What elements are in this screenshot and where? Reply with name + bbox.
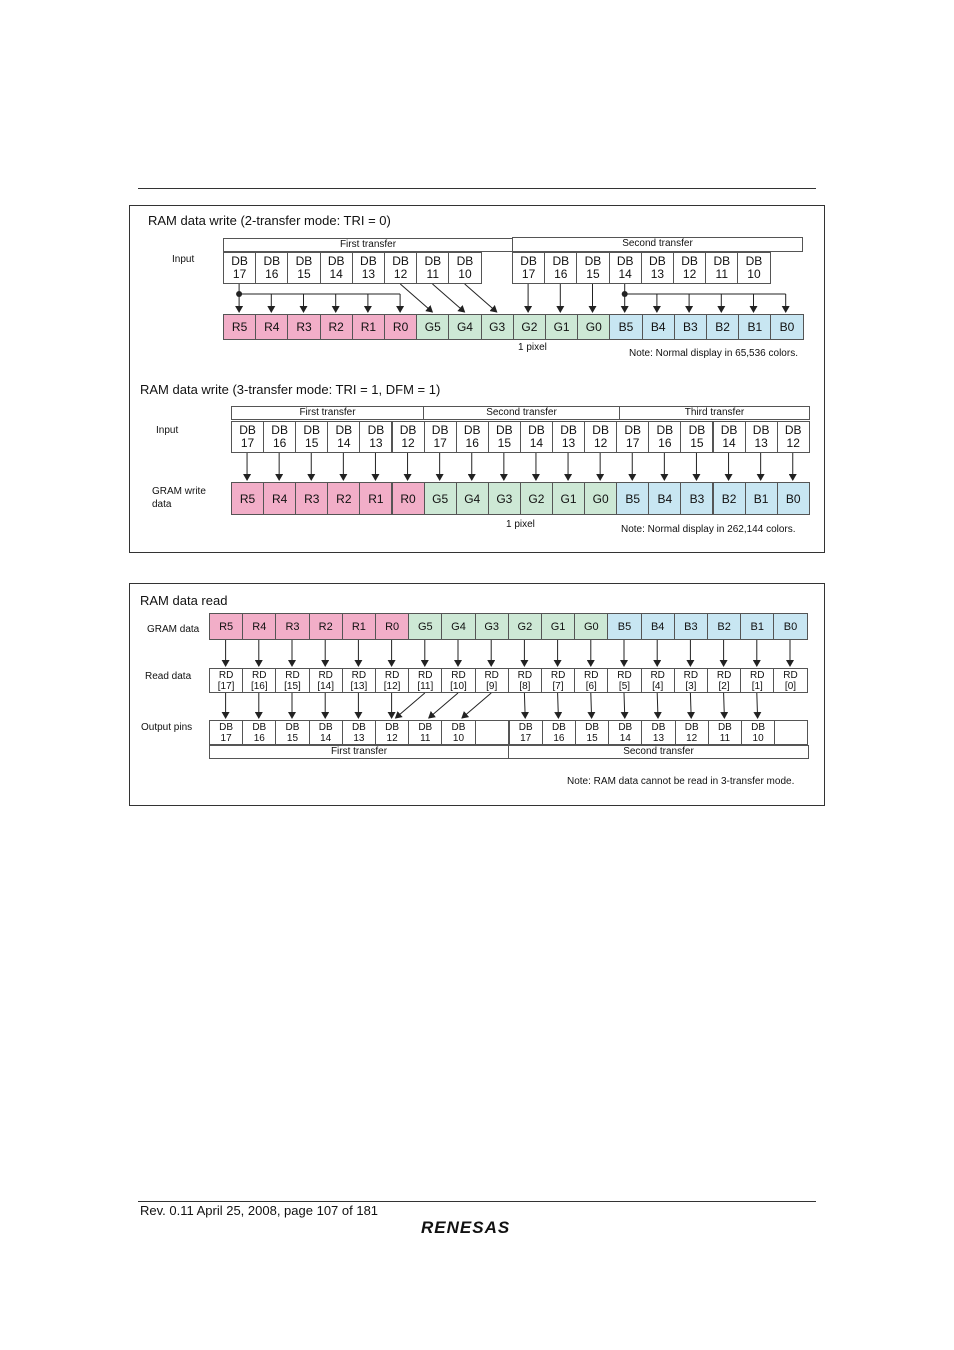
gram-bit-g5: G5 <box>416 314 449 340</box>
section2-input-cell-line1: DB <box>752 423 770 437</box>
section3-output-cell <box>608 720 642 745</box>
section2-input-cell-line1: DB <box>528 423 545 437</box>
section2-input-cell-line2: 13 <box>369 436 383 450</box>
section3-read-cell <box>275 668 309 693</box>
section1-input-cell-line1: DB <box>456 254 474 268</box>
section2-input-cell-line1: DB <box>784 423 802 437</box>
gram-bit-r2: R2 <box>320 314 353 340</box>
section2-input-cell-line1: DB <box>592 423 609 437</box>
gram-bit-r3: R3 <box>287 314 320 340</box>
section3-read-cell-line1: RD <box>484 669 499 681</box>
section2-input-cell-line1: DB <box>656 423 674 437</box>
section1-input-cell-line2: 15 <box>586 267 600 281</box>
section1-input-cell <box>737 252 770 284</box>
section3-output-cell-line1: DB <box>717 721 732 733</box>
section2-input-cell-line2: 15 <box>497 436 512 450</box>
section2-input-cell-line1: DB <box>496 423 513 437</box>
section3-output-cell-line2: 14 <box>619 732 631 744</box>
section3-output-cell-line1: DB <box>285 721 300 733</box>
section1-input-cell <box>255 252 288 284</box>
section3-output-cell <box>375 720 409 745</box>
section2-input-cell <box>745 421 778 453</box>
section3-output-cell <box>475 720 509 745</box>
section3-read-cell-line2: [2] <box>718 680 730 692</box>
gram-bit-r0: R0 <box>375 613 409 640</box>
section3-output-cell-line1: DB <box>518 721 533 733</box>
section3-read-cell <box>674 668 708 693</box>
section3-read-cell-line2: [6] <box>585 680 597 692</box>
section3-read-cell <box>475 668 509 693</box>
section2-input-cell-line1: DB <box>463 423 481 437</box>
section3-read-cell <box>209 668 243 693</box>
gram-bit-g5: G5 <box>424 482 457 515</box>
section1-input-label: Input <box>172 254 195 265</box>
section1-input-cell-line2: 10 <box>458 267 472 281</box>
section2-input-cell <box>392 421 425 453</box>
gram-bit-g2: G2 <box>513 314 546 340</box>
gram-bit-g4: G4 <box>441 613 475 640</box>
section3-read-cell <box>342 668 376 693</box>
gram-bit-b3: B3 <box>680 482 713 515</box>
section1-input-cell-line1: DB <box>681 254 698 268</box>
section2-input-cell-line2: 17 <box>626 436 640 450</box>
section2-input-cell-line2: 12 <box>401 436 415 450</box>
section3-read-cell-line1: RD <box>451 669 466 681</box>
section3-read-cell-line1: RD <box>783 669 798 681</box>
section3-output-cell-line1: DB <box>684 721 699 733</box>
section2-input-cell <box>456 421 489 453</box>
section3-read-cell-line2: [11] <box>417 680 434 692</box>
gram-bit-b3: B3 <box>674 314 707 340</box>
section1-input-cell-line2: 17 <box>232 267 247 281</box>
section1-input-cell-line1: DB <box>520 254 537 268</box>
section2-input-cell-line1: DB <box>624 423 642 437</box>
section3-read-cell-line2: [1] <box>751 680 763 692</box>
section3-output-cell-line1: DB <box>751 721 766 733</box>
section3-read-cell-line1: RD <box>218 669 234 681</box>
section3-read-cell-line2: [4] <box>652 680 664 692</box>
section3-read-cell <box>641 668 675 693</box>
section3-output-cell <box>741 720 775 745</box>
section2-input-cell-line1: DB <box>560 423 577 437</box>
section3-output-cell-line2: 12 <box>386 732 398 744</box>
section2-input-cell <box>584 421 617 453</box>
section3-output-cell-line2: 11 <box>420 732 431 744</box>
section1-input-cell-line1: DB <box>584 254 602 268</box>
section3-output-cell-line1: DB <box>385 721 400 733</box>
section1-input-cell-line2: 11 <box>715 267 729 281</box>
section3-read-cell-line1: RD <box>650 669 665 681</box>
gram-bit-g3: G3 <box>481 314 514 340</box>
section1-input-cell-line2: 15 <box>297 267 311 281</box>
section1-input-cell <box>705 252 738 284</box>
section3-read-cell-line2: [0] <box>784 680 797 692</box>
gram-bit-b2: B2 <box>706 314 739 340</box>
section1-input-cell-line1: DB <box>327 254 345 268</box>
section2-input-label: Input <box>156 425 179 436</box>
gram-bit-b2: B2 <box>713 482 746 515</box>
section3-output-cell <box>275 720 309 745</box>
section3-output-cell-line1: DB <box>219 721 234 733</box>
section1-input-cell <box>609 252 642 284</box>
gram-bit-r4: R4 <box>242 613 276 640</box>
section1-input-cell <box>448 252 481 284</box>
section1-input-cell-line1: DB <box>231 254 248 268</box>
section3-output-cell-line2: 10 <box>452 732 465 744</box>
section2-input-cell-line2: 16 <box>272 436 287 450</box>
gram-bit-g5: G5 <box>408 613 442 640</box>
gram-bit-r5: R5 <box>223 314 256 340</box>
gram-bit-r3: R3 <box>275 613 309 640</box>
section2-input-cell-line1: DB <box>367 423 385 437</box>
section1-input-cell-line1: DB <box>295 254 313 268</box>
section3-read-cell <box>541 668 575 693</box>
gram-bit-g2: G2 <box>508 613 542 640</box>
section2-input-cell <box>327 421 360 453</box>
gram-bit-b5: B5 <box>609 314 642 340</box>
section3-read-cell <box>607 668 641 693</box>
gram-bit-g1: G1 <box>541 613 575 640</box>
section2-input-cell-line1: DB <box>303 423 321 437</box>
section2-input-cell-line1: DB <box>720 423 738 437</box>
gram-bit-g4: G4 <box>456 482 489 515</box>
section3-output-cell <box>242 720 276 745</box>
section3-read-cell-line1: RD <box>252 669 267 681</box>
section1-pixel-label: 1 pixel <box>518 342 547 353</box>
section3-output-cell <box>708 720 742 745</box>
gram-bit-r5: R5 <box>231 482 264 515</box>
section1-input-cell-line1: DB <box>360 254 377 268</box>
section2-input-cell-line2: 14 <box>337 436 351 450</box>
gram-bit-b1: B1 <box>740 613 774 640</box>
header-rule <box>138 188 816 189</box>
section1-input-cell-line1: DB <box>263 254 281 268</box>
gram-bit-r2: R2 <box>309 613 343 640</box>
section2-input-cell <box>263 421 296 453</box>
section3-output-cell-line1: DB <box>252 721 267 733</box>
section3-output-cell-line2: 15 <box>286 732 299 744</box>
section2-input-cell-line1: DB <box>688 423 706 437</box>
section2-input-cell <box>713 421 746 453</box>
section2-note: Note: Normal display in 262,144 colors. <box>621 524 796 535</box>
gram-bit-r5: R5 <box>209 613 243 640</box>
section3-read-cell <box>707 668 741 693</box>
section2-input-cell <box>488 421 521 453</box>
section2-gram-label-line1: GRAM write <box>152 486 206 497</box>
gram-bit-b0: B0 <box>773 613 807 640</box>
section2-input-cell-line2: 12 <box>593 436 608 450</box>
section3-output-cell-line2: 12 <box>686 732 698 744</box>
section1-note: Note: Normal display in 65,536 colors. <box>629 348 798 359</box>
gram-bit-b1: B1 <box>745 482 778 515</box>
section3-read-cell-line1: RD <box>351 669 367 681</box>
section1-title: RAM data write (2-transfer mode: TRI = 0) <box>148 213 391 228</box>
section1-first-transfer: First transfer <box>223 238 513 252</box>
section1-input-cell-line1: DB <box>392 254 409 268</box>
section3-output-cell-line2: 16 <box>253 732 265 744</box>
gram-bit-b4: B4 <box>642 314 675 340</box>
section2-input-cell <box>359 421 392 453</box>
gram-bit-r4: R4 <box>255 314 288 340</box>
section2-input-cell-line1: DB <box>335 423 353 437</box>
section1-input-cell <box>320 252 353 284</box>
section3-second-transfer: Second transfer <box>508 745 809 759</box>
section1-input-cell-line2: 11 <box>426 267 440 281</box>
section1-input-cell <box>287 252 320 284</box>
section2-third-transfer: Third transfer <box>619 406 810 420</box>
section1-input-cell-line2: 10 <box>747 267 761 281</box>
section3-read-cell-line1: RD <box>550 669 566 681</box>
section2-input-cell-line2: 14 <box>722 436 736 450</box>
section2-first-transfer: First transfer <box>231 406 424 420</box>
section3-output-cell <box>641 720 675 745</box>
gram-bit-b1: B1 <box>738 314 771 340</box>
gram-bit-r1: R1 <box>342 613 376 640</box>
section3-output-cell-line2: 14 <box>320 732 332 744</box>
section3-read-cell-line1: RD <box>584 669 599 681</box>
gram-bit-b4: B4 <box>641 613 675 640</box>
section1-input-cell <box>384 252 417 284</box>
gram-bit-g1: G1 <box>552 482 585 515</box>
section3-output-cell <box>441 720 475 745</box>
section3-output-cell <box>342 720 376 745</box>
section2-input-cell-line2: 16 <box>465 436 479 450</box>
section3-read-cell <box>773 668 807 693</box>
section1-second-transfer: Second transfer <box>512 237 803 252</box>
section3-read-cell-line1: RD <box>384 669 400 681</box>
section3-read-cell-line2: [15] <box>284 680 301 692</box>
section3-output-cell-line1: DB <box>451 721 466 733</box>
section1-input-cell-line2: 17 <box>521 267 536 281</box>
gram-bit-g3: G3 <box>488 482 521 515</box>
section2-input-cell-line2: 15 <box>690 436 704 450</box>
section2-input-cell-line1: DB <box>239 423 256 437</box>
section3-read-cell-line1: RD <box>318 669 333 681</box>
gram-bit-r2: R2 <box>327 482 360 515</box>
section2-title: RAM data write (3-transfer mode: TRI = 1, DFM = 1) <box>140 382 441 397</box>
section2-input-cell-line2: 16 <box>658 436 672 450</box>
section2-input-cell <box>231 421 264 453</box>
section1-input-cell-line2: 16 <box>265 267 279 281</box>
section2-input-cell-line2: 14 <box>529 436 544 450</box>
section1-input-cell-line2: 12 <box>393 267 408 281</box>
section2-input-cell-line2: 13 <box>754 436 768 450</box>
footer-rule <box>138 1201 816 1202</box>
gram-bit-g0: G0 <box>577 314 610 340</box>
gram-bit-g2: G2 <box>520 482 553 515</box>
section1-input-cell-line2: 14 <box>618 267 632 281</box>
section1-input-cell-line1: DB <box>713 254 731 268</box>
section3-read-cell <box>375 668 409 693</box>
section1-input-cell <box>352 252 385 284</box>
section2-input-cell <box>777 421 810 453</box>
section2-input-cell <box>552 421 585 453</box>
section1-input-cell-line1: DB <box>616 254 634 268</box>
gram-bit-r3: R3 <box>295 482 328 515</box>
section3-read-cell-line1: RD <box>617 669 632 681</box>
section3-output-cell-line2: 10 <box>752 732 764 744</box>
section3-output-label: Output pins <box>141 722 193 733</box>
section3-output-cell-line1: DB <box>618 721 633 733</box>
section1-input-cell-line1: DB <box>649 254 666 268</box>
section3-output-cell-line2: 17 <box>520 732 532 744</box>
section2-input-cell <box>680 421 713 453</box>
section2-input-cell-line2: 15 <box>305 436 319 450</box>
section3-gram-label: GRAM data <box>147 624 200 635</box>
gram-bit-g1: G1 <box>545 314 578 340</box>
gram-bit-r0: R0 <box>384 314 417 340</box>
section2-gram-label-line2: data <box>152 499 172 510</box>
section3-output-cell-line1: DB <box>418 721 433 733</box>
section3-read-cell-line1: RD <box>683 669 699 681</box>
section1-input-cell <box>223 252 256 284</box>
section1-input-cell-line1: DB <box>552 254 570 268</box>
section3-output-cell-line1: DB <box>651 721 666 733</box>
section2-input-cell-line2: 13 <box>561 436 576 450</box>
section3-output-cell-line2: 13 <box>652 732 665 744</box>
section3-read-cell-line2: [3] <box>685 680 697 692</box>
section3-output-cell <box>575 720 609 745</box>
section3-read-cell-line2: [17] <box>217 680 235 692</box>
section3-read-cell-line2: [8] <box>519 680 531 692</box>
section1-input-cell <box>416 252 449 284</box>
section3-read-cell <box>441 668 475 693</box>
section3-output-cell <box>509 720 543 745</box>
section3-read-cell-line2: [7] <box>552 680 564 692</box>
section3-read-cell-line1: RD <box>716 669 732 681</box>
section1-input-cell-line2: 16 <box>554 267 568 281</box>
section3-first-transfer: First transfer <box>209 745 509 759</box>
gram-bit-b2: B2 <box>707 613 741 640</box>
section3-read-cell-line2: [9] <box>486 680 498 692</box>
section3-output-cell <box>675 720 709 745</box>
section3-output-cell-line1: DB <box>318 721 333 733</box>
gram-bit-b0: B0 <box>777 482 810 515</box>
gram-bit-b4: B4 <box>648 482 681 515</box>
section2-second-transfer: Second transfer <box>423 406 620 420</box>
section3-output-cell-line2: 11 <box>719 732 731 744</box>
gram-bit-b0: B0 <box>770 314 803 340</box>
section2-input-cell-line1: DB <box>431 423 449 437</box>
section1-input-cell-line2: 14 <box>329 267 343 281</box>
section3-output-cell <box>309 720 343 745</box>
section1-input-cell <box>512 252 545 284</box>
section2-input-cell-line2: 12 <box>786 436 800 450</box>
section3-read-cell-line1: RD <box>418 669 433 681</box>
section3-title: RAM data read <box>140 593 228 608</box>
section2-input-cell <box>424 421 457 453</box>
gram-bit-g0: G0 <box>584 482 617 515</box>
section1-input-cell-line2: 13 <box>361 267 376 281</box>
section3-read-cell-line1: RD <box>285 669 300 681</box>
gram-bit-g3: G3 <box>475 613 509 640</box>
section1-input-cell-line2: 12 <box>682 267 697 281</box>
section3-output-cell <box>408 720 442 745</box>
section3-read-label: Read data <box>145 671 192 682</box>
gram-bit-b5: B5 <box>616 482 649 515</box>
section1-input-cell-line1: DB <box>424 254 442 268</box>
gram-bit-b5: B5 <box>607 613 641 640</box>
section3-read-cell-line2: [10] <box>450 680 467 692</box>
section3-read-cell <box>242 668 276 693</box>
section3-read-cell <box>740 668 774 693</box>
gram-bit-g4: G4 <box>448 314 481 340</box>
section1-input-cell-line2: 13 <box>650 267 665 281</box>
gram-bit-r0: R0 <box>392 482 425 515</box>
section1-input-cell <box>673 252 706 284</box>
section3-read-cell-line1: RD <box>750 669 765 681</box>
section1-input-cell <box>544 252 577 284</box>
footer-revision: Rev. 0.11 April 25, 2008, page 107 of 181 <box>140 1203 379 1218</box>
section3-read-cell-line2: [13] <box>350 680 368 692</box>
section1-input-cell-line1: DB <box>745 254 763 268</box>
section3-read-cell-line1: RD <box>517 669 533 681</box>
section2-input-cell <box>295 421 328 453</box>
section2-input-cell-line2: 17 <box>240 436 255 450</box>
section3-output-cell-line2: 17 <box>220 732 232 744</box>
section2-input-cell-line2: 17 <box>433 436 447 450</box>
renesas-logo: RENESAS <box>421 1218 511 1237</box>
section3-read-cell-line2: [12] <box>383 680 401 692</box>
section2-pixel-label: 1 pixel <box>506 519 535 530</box>
section2-gram-label <box>152 485 206 511</box>
section3-read-cell <box>574 668 608 693</box>
section3-read-cell-line2: [16] <box>250 680 268 692</box>
gram-bit-r1: R1 <box>359 482 392 515</box>
gram-bit-r4: R4 <box>263 482 296 515</box>
section1-input-cell <box>576 252 609 284</box>
section3-read-cell <box>309 668 343 693</box>
gram-bit-r1: R1 <box>352 314 385 340</box>
section3-read-cell-line2: [14] <box>317 680 335 692</box>
section3-read-cell <box>508 668 542 693</box>
section2-input-cell <box>520 421 553 453</box>
section1-input-cell <box>641 252 674 284</box>
section2-input-cell-line1: DB <box>271 423 288 437</box>
section3-read-cell <box>408 668 442 693</box>
section3-output-cell <box>209 720 243 745</box>
gram-bit-g0: G0 <box>574 613 608 640</box>
section2-input-cell <box>648 421 681 453</box>
section3-note: Note: RAM data cannot be read in 3-transfer mode. <box>567 776 795 787</box>
section3-read-cell-line2: [5] <box>618 680 631 692</box>
section3-output-cell <box>542 720 576 745</box>
section3-output-cell <box>774 720 808 745</box>
section3-output-cell-line1: DB <box>551 721 566 733</box>
section3-output-cell-line2: 16 <box>553 732 565 744</box>
section3-output-cell-line2: 15 <box>586 732 598 744</box>
section2-input-cell <box>616 421 649 453</box>
section3-output-cell-line2: 13 <box>353 732 365 744</box>
section3-output-cell-line1: DB <box>351 721 366 733</box>
section2-input-cell-line1: DB <box>399 423 417 437</box>
section3-output-cell-line1: DB <box>585 721 600 733</box>
gram-bit-b3: B3 <box>674 613 708 640</box>
